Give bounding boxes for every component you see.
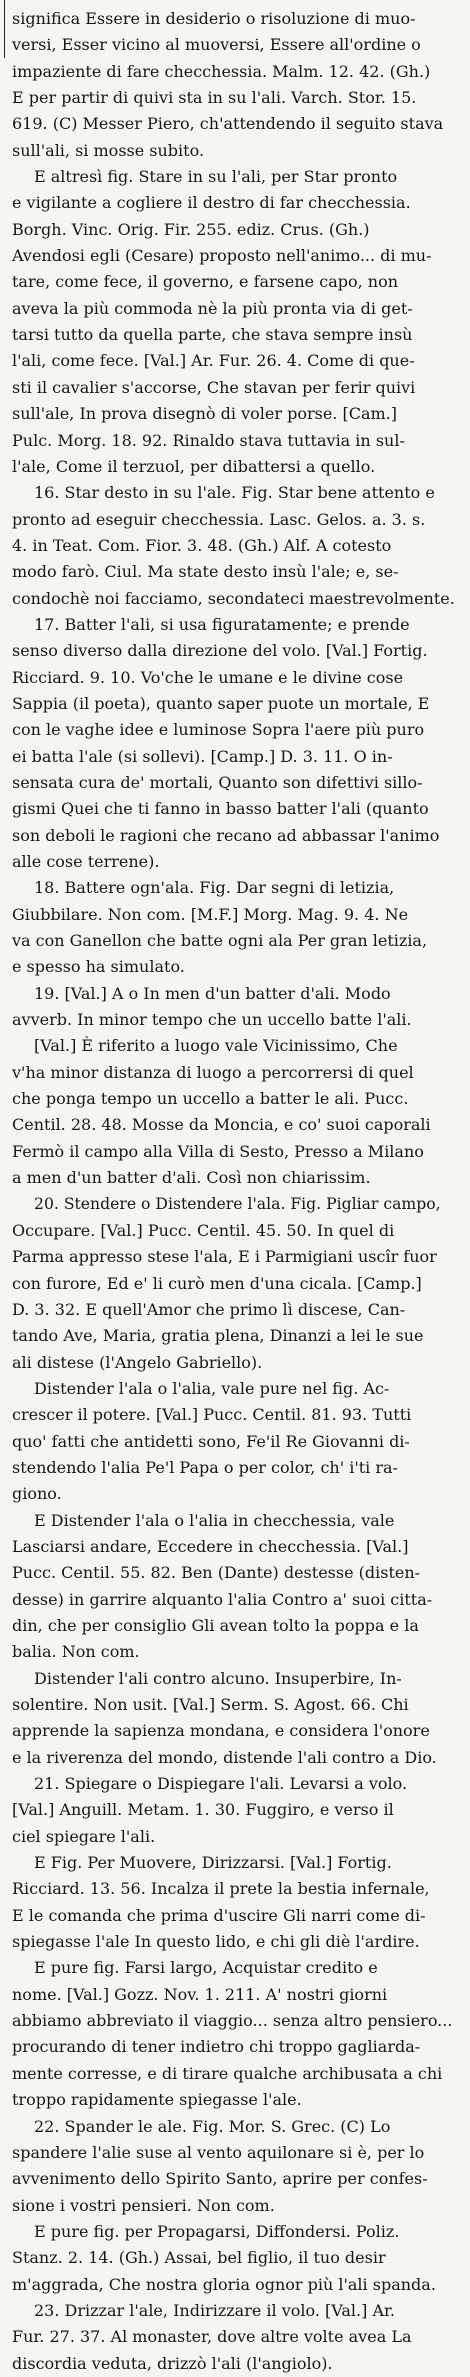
text-line: ei batta l'ale (si sollevi). [Camp.] D. 3. 11. O in- <box>12 746 393 766</box>
text-line: m'aggrada, Che nostra gloria ognor più l'ali spanda. <box>12 2274 436 2294</box>
text-line: troppo rapidamente spiegasse l'ale. <box>12 2090 302 2110</box>
text-line: aveva la più commoda nè la più pronta via di get- <box>12 298 413 318</box>
text-line: sull'ali, si mosse subito. <box>12 140 205 160</box>
text-line: [Val.] È riferito a luogo vale Vicinissimo, Che <box>34 1036 398 1056</box>
text-line: discordia veduta, drizzò l'ali (l'angiolo). <box>12 2353 333 2373</box>
text-line: 619. (C) Messer Piero, ch'attendendo il seguito stava <box>12 114 444 134</box>
text-line: ciel spiegare l'ali. <box>12 1826 156 1846</box>
text-line: E per partir di quivi sta in su l'ali. Varch. Stor. 15. <box>12 88 417 108</box>
text-line: balia. Non com. <box>12 1642 140 1662</box>
text-line: Occupare. [Val.] Pucc. Centil. 45. 50. In quel di <box>12 1220 395 1240</box>
text-line: e vigilante a cogliere il destro di far checchessia. <box>12 193 411 213</box>
text-line: a men d'un batter d'ali. Così non chiarissim. <box>12 1168 371 1188</box>
text-line: avverb. In minor tempo che un uccello batte l'ali. <box>12 1010 412 1030</box>
text-line: Borgh. Vinc. Orig. Fir. 255. ediz. Crus. (Gh.) <box>12 219 370 239</box>
text-line: Centil. 28. 48. Mosse da Moncia, e co' suoi caporali <box>12 1115 431 1135</box>
text-line: Distender l'ala o l'alia, vale pure nel fig. Ac- <box>34 1378 390 1398</box>
text-line: E pure fig. Farsi largo, Acquistar credito e <box>34 1958 378 1978</box>
text-line: Ricciard. 9. 10. Vo'che le umane e le divine cose <box>12 667 404 687</box>
margin-rule <box>4 0 5 58</box>
text-line: Stanz. 2. 14. (Gh.) Assai, bel figlio, il tuo desir <box>12 2248 386 2268</box>
text-line: mente corresse, e di tirare qualche archibusata a chi <box>12 2063 443 2083</box>
text-line: Distender l'ali contro alcuno. Insuperbire, In- <box>34 1668 402 1688</box>
text-line: Fermò il campo alla Villa di Sesto, Presso a Milano <box>12 1141 424 1161</box>
text-line: giono. <box>12 1484 62 1504</box>
text-column <box>12 6 462 2377</box>
text-line: desse) in garrire alquanto l'alia Contro a' suoi citta- <box>12 1589 433 1609</box>
text-line: [Val.] Anguill. Metam. 1. 30. Fuggiro, e verso il <box>12 1800 394 1820</box>
text-line: e la riverenza del mondo, distende l'ali contro a Dio. <box>12 1747 437 1767</box>
text-line: nome. [Val.] Gozz. Nov. 1. 211. A' nostri giorni <box>12 1984 388 2004</box>
text-line: che ponga tempo un uccello a batter le ali. Pucc. <box>12 1089 409 1109</box>
text-line: 19. [Val.] A o In men d'un batter d'ali. Modo <box>34 983 391 1003</box>
text-line: l'ali, come fece. [Val.] Ar. Fur. 26. 4. Come di que- <box>12 351 415 371</box>
text-line: 21. Spiegare o Dispiegare l'ali. Levarsi a volo. <box>34 1774 408 1794</box>
text-line: D. 3. 32. E quell'Amor che primo lì discese, Can- <box>12 1299 406 1319</box>
text-line: versi, Esser vicino al muoversi, Essere all'ordine o <box>12 35 421 55</box>
text-line: procurando di tener indietro chi troppo gagliarda- <box>12 2037 421 2057</box>
text-line: senso diverso dalla direzione del volo. [Val.] Fortig. <box>12 641 428 661</box>
text-line: Parma appresso stese l'ala, E i Parmigiani uscîr fuor <box>12 1247 437 1267</box>
text-line: Giubbilare. Non com. [M.F.] Morg. Mag. 9. 4. Ne <box>12 904 409 924</box>
text-line: Pulc. Morg. 18. 92. Rinaldo stava tuttavia in sul- <box>12 430 405 450</box>
text-line: E le comanda che prima d'uscire Gli narri come di- <box>12 1905 426 1925</box>
text-line: sione i vostri pensieri. Non com. <box>12 2195 275 2215</box>
text-line: tare, come fece, il governo, e farsene capo, non <box>12 272 399 292</box>
text-line: quo' fatti che antidetti sono, Fe'il Re Giovanni di- <box>12 1431 410 1451</box>
text-line: tarsi tutto da quella parte, che stava sempre insù <box>12 325 413 345</box>
text-line: 4. in Teat. Com. Fior. 3. 48. (Gh.) Alf. A cotesto <box>12 535 392 555</box>
text-line: E pure fig. per Propagarsi, Diffondersi. Poliz. <box>34 2221 400 2241</box>
text-line: din, che per consiglio Gli avean tolto la poppa e la <box>12 1615 419 1635</box>
text-line: Fur. 27. 37. Al monaster, dove altre volte avea La <box>12 2327 412 2347</box>
text-line: con le vaghe idee e luminose Sopra l'aere più puro <box>12 720 425 740</box>
text-line: crescer il potere. [Val.] Pucc. Centil. 81. 93. Tutti <box>12 1405 412 1425</box>
text-line: pronto ad eseguir checchessia. Lasc. Gelos. a. 3. s. <box>12 509 426 529</box>
text-line: impaziente di fare checchessia. Malm. 12. 42. (Gh.) <box>12 61 431 81</box>
text-line: E altresì fig. Stare in su l'ali, per Star pronto <box>34 167 398 187</box>
text-line: Sappia (il poeta), quanto saper puote un mortale, E <box>12 693 430 713</box>
text-line: E Distender l'ala o l'alia in checchessia, vale <box>34 1510 395 1530</box>
text-line: e spesso ha simulato. <box>12 957 185 977</box>
text-line: sensata cura de' mortali, Quanto son difettivi sillo- <box>12 772 423 792</box>
text-line: sull'ale, In prova disegnò di voler porse. [Cam.] <box>12 404 397 424</box>
text-line: spandere l'alie suse al vento aquilonare si è, per lo <box>12 2142 425 2162</box>
text-line: con furore, Ed e' li curò men d'una cicala. [Camp.] <box>12 1273 422 1293</box>
text-line: ali distese (l'Angelo Gabriello). <box>12 1352 263 1372</box>
text-line: abbiamo abbreviato il viaggio... senza altro pensiero... <box>12 2011 453 2031</box>
text-line: modo farò. Ciul. Ma state desto insù l'ale; e, se- <box>12 562 399 582</box>
text-line: spiegasse l'ale In questo lido, e chi gli diè l'ardire. <box>12 1932 420 1952</box>
text-line: 16. Star desto in su l'ale. Fig. Star bene attento e <box>34 483 435 503</box>
text-line: 20. Stendere o Distendere l'ala. Fig. Pigliar campo, <box>34 1194 441 1214</box>
text-line: stendendo l'alia Pe'l Papa o per color, ch' i'ti ra- <box>12 1457 398 1477</box>
text-line: E Fig. Per Muovere, Dirizzarsi. [Val.] Fortig. <box>34 1853 392 1873</box>
text-line: condochè noi facciamo, secondateci maestrevolmente. <box>12 588 455 608</box>
text-line: solentire. Non usit. [Val.] Serm. S. Agost. 66. Chi <box>12 1695 409 1714</box>
text-line: 18. Battere ogn'ala. Fig. Dar segni di letizia, <box>34 878 395 898</box>
text-line: son deboli le ragioni che recano ad abbassar l'animo <box>12 825 440 845</box>
text-line: 22. Spander le ale. Fig. Mor. S. Grec. (C) Lo <box>34 2116 391 2136</box>
text-line: alle cose terrene). <box>12 852 160 871</box>
text-line: Pucc. Centil. 55. 82. Ben (Dante) destesse (disten- <box>12 1563 421 1583</box>
text-line: sti il cavalier s'accorse, Che stavan per ferir quivi <box>12 377 416 397</box>
text-line: significa Essere in desiderio o risoluzione di muo- <box>12 9 416 28</box>
text-line: va con Ganellon che batte ogni ala Per gran letizia, <box>12 931 428 951</box>
text-line: Ricciard. 13. 56. Incalza il prete la bestia infernale, <box>12 1879 430 1899</box>
text-line: apprende la sapienza mondana, e considera l'onore <box>12 1721 430 1741</box>
text-line: 23. Drizzar l'ale, Indirizzare il volo. [Val.] Ar. <box>34 2300 395 2320</box>
text-line: 17. Batter l'ali, si usa figuratamente; e prende <box>34 614 410 634</box>
text-line: avvenimento dello Spirito Santo, aprire per confes- <box>12 2169 428 2189</box>
text-line: Avendosi egli (Cesare) proposto nell'animo... di mu- <box>12 246 432 266</box>
text-line: tando Ave, Maria, gratia plena, Dinanzi a lei le sue <box>12 1326 424 1346</box>
text-line: Lasciarsi andare, Eccedere in checchessia. [Val.] <box>12 1536 409 1556</box>
text-line: gismi Quei che ti fanno in basso batter l'ali (quanto <box>12 799 429 819</box>
text-line: v'ha minor distanza di luogo a percorrersi di quel <box>12 1062 414 1082</box>
text-line: l'ale, Come il terzuol, per dibattersi a quello. <box>12 456 376 476</box>
